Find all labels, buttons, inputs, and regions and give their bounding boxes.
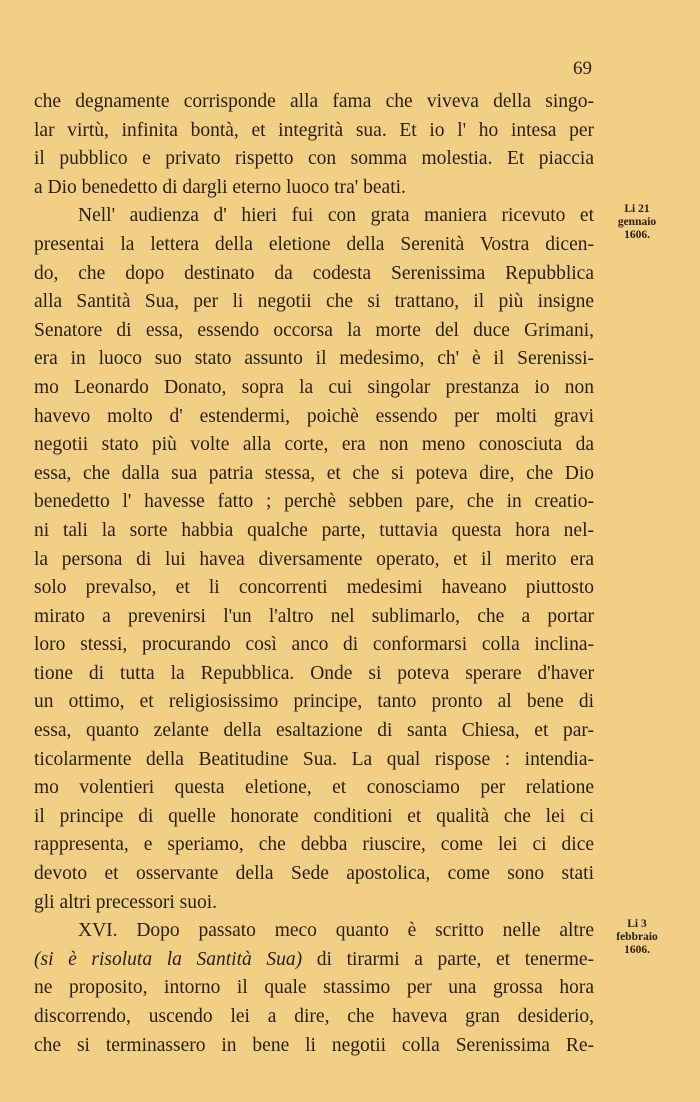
- body-text: [34, 88, 594, 1060]
- text-line: essa, che dalla sua patria stessa, et che si poteva dire, che Dio: [34, 462, 594, 484]
- text-line: ni tali la sorte habbia qualche parte, tuttavia questa hora nel-: [34, 519, 594, 541]
- margin-note-line: 1606.: [624, 229, 650, 241]
- text-line: mirato a prevenirsi l'un l'altro nel sublimarlo, che a portar: [34, 605, 594, 627]
- text-line: solo prevalso, et li concorrenti medesimi haveano piuttosto: [34, 577, 594, 599]
- text-line: un ottimo, et religiosissimo principe, tanto pronto al bene di: [34, 691, 594, 713]
- text-line: negotii stato più volte alla corte, era non meno conosciuta da: [34, 434, 594, 456]
- text-line: tione di tutta la Repubblica. Onde si poteva sperare d'haver: [34, 662, 594, 684]
- margin-note-line: Li 21: [624, 203, 650, 215]
- margin-note-line: febbraio: [616, 931, 658, 943]
- text-line: che degnamente corrisponde alla fama che viveva della singo-: [34, 91, 594, 112]
- margin-date-note: [602, 203, 672, 242]
- paragraph-start-line: Nell' audienza d' hieri fui con grata maniera ricevuto et: [78, 205, 594, 227]
- margin-note-line: Li 3: [627, 918, 647, 930]
- text-line: presentai la lettera della eletione della Serenità Vostra dicen-: [34, 233, 594, 255]
- text-line: mo Leonardo Donato, sopra la cui singolar prestanza io non: [34, 376, 594, 398]
- text-line: alla Santità Sua, per li negotii che si trattano, il più insigne: [34, 291, 594, 313]
- text-line: ne proposito, intorno il quale stassimo per una grossa hora: [34, 977, 594, 999]
- text-line: essa, quanto zelante della esaltazione di santa Chiesa, et par-: [34, 720, 594, 742]
- page-number: 69: [573, 58, 592, 79]
- text-line: mo volentieri questa eletione, et conosciamo per relatione: [34, 777, 594, 799]
- text-line: do, che dopo destinato da codesta Serenissima Repubblica: [34, 262, 594, 284]
- text-line: havevo molto d' estendermi, poichè essendo per molti gravi: [34, 405, 594, 427]
- margin-date-note: [602, 918, 672, 957]
- text-line: ticolarmente della Beatitudine Sua. La qual rispose : intendia-: [34, 748, 594, 770]
- text-line: [34, 946, 594, 975]
- italic-phrase: (si è risoluta la Santità Sua): [34, 948, 303, 970]
- margin-note-line: gennaio: [617, 216, 657, 228]
- text-line: lar virtù, infinita bontà, et integrità sua. Et io l' ho intesa per: [34, 119, 594, 141]
- text-line: a Dio benedetto di dargli eterno luoco tra' beati.: [34, 176, 406, 198]
- margin-note-line: 1606.: [624, 944, 650, 956]
- text-line: era in luoco suo stato assunto il medesimo, ch' è il Serenissi-: [34, 348, 594, 370]
- text-line-rest: di tirarmi a parte, et tenerme-: [316, 948, 594, 970]
- text-line: Senatore di essa, essendo occorsa la morte del duce Grimani,: [34, 319, 594, 341]
- text-line: loro stessi, procurando così anco di conformarsi colla inclina-: [34, 634, 594, 656]
- text-line: il principe di quelle honorate conditioni et qualità che lei ci: [34, 805, 594, 827]
- text-line: il pubblico e privato rispetto con somma molestia. Et piaccia: [34, 148, 594, 170]
- text-line: devoto et osservante della Sede apostolica, come sono stati: [34, 863, 594, 885]
- text-line: rappresenta, e speriamo, che debba riuscire, come lei ci dice: [34, 834, 594, 856]
- text-line: gli altri precessori suoi.: [34, 891, 218, 913]
- text-line: la persona di lui havea diversamente operato, et il merito era: [34, 548, 594, 570]
- paragraph-start-line: XVI. Dopo passato meco quanto è scritto nelle altre: [78, 920, 594, 942]
- text-line: discorrendo, uscendo lei a dire, che haveva gran desiderio,: [34, 1006, 594, 1027]
- text-line: che si terminassero in bene li negotii colla Serenissima Re-: [34, 1034, 594, 1056]
- text-line: benedetto l' havesse fatto ; perchè sebben pare, che in creatio-: [34, 491, 594, 513]
